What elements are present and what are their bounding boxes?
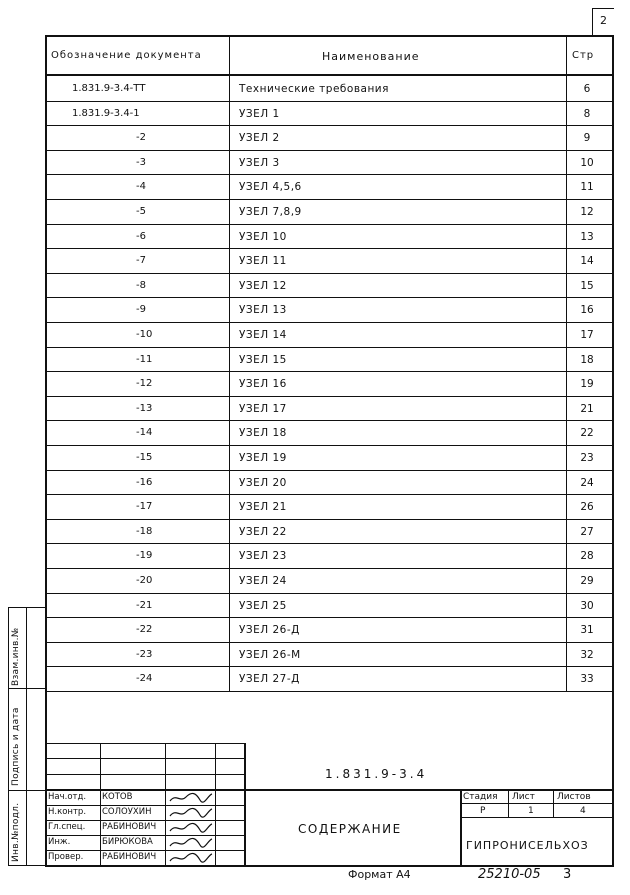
row-code: -5: [136, 206, 146, 217]
row-name: УЗЕЛ 2: [239, 132, 280, 145]
tb-stage-div-2: [553, 789, 554, 817]
row-divider: [45, 297, 613, 298]
row-code: -10: [136, 329, 153, 340]
row-code: -20: [136, 575, 153, 586]
row-page: 12: [580, 206, 594, 218]
row-code: -6: [136, 230, 146, 242]
row-divider: [45, 174, 613, 175]
row-name: УЗЕЛ 15: [239, 353, 287, 366]
row-code: -18: [136, 525, 153, 537]
row-page: 30: [580, 599, 594, 612]
row-page: 6: [583, 83, 591, 95]
tb-designation: 1.831.9-3.4: [325, 767, 428, 781]
row-name: УЗЕЛ 4,5,6: [239, 181, 302, 194]
row-name: УЗЕЛ 14: [239, 329, 287, 341]
row-code: 1.831.9-3.4-ТТ: [72, 83, 146, 94]
tb-sheet-label: Лист: [512, 792, 535, 802]
signature-name: БИРЮКОВА: [102, 837, 153, 847]
row-page: 31: [580, 624, 594, 637]
sheet-box-left: [592, 8, 593, 36]
row-divider: [45, 568, 613, 569]
row-divider: [45, 543, 613, 544]
row-name: УЗЕЛ 3: [239, 156, 280, 169]
header-name: Наименование: [322, 50, 420, 63]
row-name: УЗЕЛ 19: [239, 452, 287, 464]
row-page: 21: [580, 402, 594, 415]
row-code: -13: [136, 402, 153, 414]
row-name: УЗЕЛ 7,8,9: [239, 206, 302, 218]
row-name: УЗЕЛ 24: [239, 575, 287, 587]
side-stamp-sign-label: Подпись и дата: [11, 707, 21, 786]
side-stamp-sep2: [8, 790, 46, 791]
row-page: 13: [580, 230, 594, 243]
tb-col-1: [100, 743, 101, 865]
row-divider: [45, 322, 613, 323]
row-name: УЗЕЛ 12: [239, 279, 287, 292]
row-name: УЗЕЛ 16: [239, 378, 287, 391]
tb-sheets-value: 4: [580, 806, 586, 816]
row-divider: [45, 125, 613, 126]
row-name: УЗЕЛ 17: [239, 402, 287, 415]
signature-name: РАБИНОВИЧ: [102, 822, 157, 832]
signature-name: РАБИНОВИЧ: [102, 852, 157, 862]
row-page: 11: [580, 181, 594, 194]
row-name: УЗЕЛ 23: [239, 550, 287, 563]
frame-top: [45, 35, 613, 37]
row-code: -24: [136, 673, 153, 685]
row-page: 28: [580, 550, 594, 563]
row-code: 1.831.9-3.4-1: [72, 107, 140, 119]
tb-stage-line-2: [460, 817, 613, 818]
row-page: 33: [580, 673, 594, 686]
footer-archive-suffix: 3: [563, 867, 572, 882]
row-page: 10: [580, 156, 594, 169]
row-divider: [45, 396, 613, 397]
row-divider: [45, 666, 613, 667]
signature-name: СОЛОУХИН: [102, 807, 152, 817]
row-name: УЗЕЛ 27-Д: [239, 673, 300, 686]
tb-col-3: [215, 743, 216, 865]
side-stamp-replace-label: Взам.инв.№: [11, 627, 21, 686]
signature-role: Инж.: [48, 837, 71, 847]
row-divider: [45, 494, 613, 495]
row-name: УЗЕЛ 22: [239, 525, 287, 538]
row-code: -7: [136, 255, 146, 267]
tb-col-2: [165, 743, 166, 865]
side-stamp-bottom: [8, 865, 46, 866]
row-code: -23: [136, 648, 153, 660]
row-code: -4: [136, 181, 146, 193]
row-page: 19: [580, 378, 594, 391]
row-code: -21: [136, 599, 153, 611]
row-page: 32: [580, 648, 594, 661]
tb-title: СОДЕРЖАНИЕ: [298, 822, 402, 836]
row-divider: [45, 224, 613, 225]
row-code: -11: [136, 353, 153, 365]
signature-role: Нач.отд.: [48, 792, 87, 802]
side-stamp-sep1: [8, 688, 46, 689]
row-page: 16: [580, 304, 594, 317]
row-divider: [45, 199, 613, 200]
row-page: 8: [583, 107, 591, 120]
row-code: -14: [136, 427, 153, 439]
footer-format: Формат А4: [348, 868, 411, 881]
side-stamp-inv-label: Инв.№подл.: [11, 802, 21, 862]
row-code: -22: [136, 624, 153, 636]
row-divider: [45, 617, 613, 618]
tb-right-col: [460, 789, 462, 865]
row-name: УЗЕЛ 26-М: [239, 648, 301, 661]
row-divider: [45, 273, 613, 274]
handwritten-signature: [168, 850, 214, 869]
row-name: УЗЕЛ 13: [239, 304, 287, 317]
side-stamp-left: [8, 607, 9, 865]
row-name: УЗЕЛ 26-Д: [239, 624, 300, 637]
signature-role: Провер.: [48, 852, 84, 862]
signature-name: КОТОВ: [102, 792, 133, 802]
row-page: 22: [580, 427, 594, 440]
sheet-number: 2: [600, 14, 607, 27]
row-divider: [45, 691, 613, 692]
row-divider: [45, 519, 613, 520]
row-divider: [45, 420, 613, 421]
side-stamp-mid: [26, 607, 27, 865]
row-divider: [45, 248, 613, 249]
row-code: -17: [136, 501, 153, 513]
tb-stage-line: [460, 803, 613, 804]
row-code: -8: [136, 279, 146, 291]
row-name: УЗЕЛ 10: [239, 230, 287, 243]
tb-organization: ГИПРОНИСЕЛЬХОЗ: [466, 839, 589, 852]
tb-stage-value: Р: [480, 806, 486, 816]
row-name: УЗЕЛ 18: [239, 427, 287, 440]
row-name: УЗЕЛ 21: [239, 501, 287, 514]
row-code: -15: [136, 452, 153, 463]
row-divider: [45, 101, 613, 102]
footer-archive-number: 25210-05: [478, 867, 541, 882]
row-code: -3: [136, 156, 146, 168]
tb-sheet-value: 1: [528, 806, 534, 816]
row-page: 29: [580, 575, 594, 587]
row-page: 9: [583, 132, 591, 145]
row-divider: [45, 371, 613, 372]
row-divider: [45, 470, 613, 471]
row-code: -2: [136, 132, 146, 144]
row-page: 15: [580, 279, 594, 292]
row-name: УЗЕЛ 1: [239, 107, 280, 120]
tb-main-line: [45, 789, 613, 791]
header-page: Стр: [572, 50, 595, 61]
signature-role: Н.контр.: [48, 807, 87, 817]
row-name: УЗЕЛ 11: [239, 255, 287, 268]
row-page: 27: [580, 525, 594, 538]
row-name: УЗЕЛ 25: [239, 599, 287, 612]
side-stamp-top: [8, 607, 46, 608]
row-divider: [45, 347, 613, 348]
tb-stage-label: Стадия: [463, 792, 498, 802]
row-code: -16: [136, 476, 153, 488]
row-page: 24: [580, 476, 594, 489]
tb-col-4: [244, 743, 246, 865]
row-name: УЗЕЛ 20: [239, 476, 287, 489]
row-divider: [45, 150, 613, 151]
header-code: Обозначение документа: [51, 50, 202, 61]
header-bottom-line: [45, 74, 613, 76]
row-divider: [45, 642, 613, 643]
row-page: 17: [580, 329, 594, 341]
row-page: 26: [580, 501, 594, 514]
row-page: 23: [580, 452, 594, 464]
row-page: 14: [580, 255, 594, 268]
row-divider: [45, 445, 613, 446]
tb-sheets-label: Листов: [557, 792, 591, 802]
signature-role: Гл.спец.: [48, 822, 86, 832]
row-code: -19: [136, 550, 153, 562]
row-code: -12: [136, 378, 153, 390]
frame-right: [612, 35, 614, 866]
tb-stage-div-1: [508, 789, 509, 817]
row-divider: [45, 593, 613, 594]
row-page: 18: [580, 353, 594, 366]
row-name: Технические требования: [239, 83, 389, 95]
row-code: -9: [136, 304, 146, 316]
sheet-box-top: [592, 8, 614, 9]
